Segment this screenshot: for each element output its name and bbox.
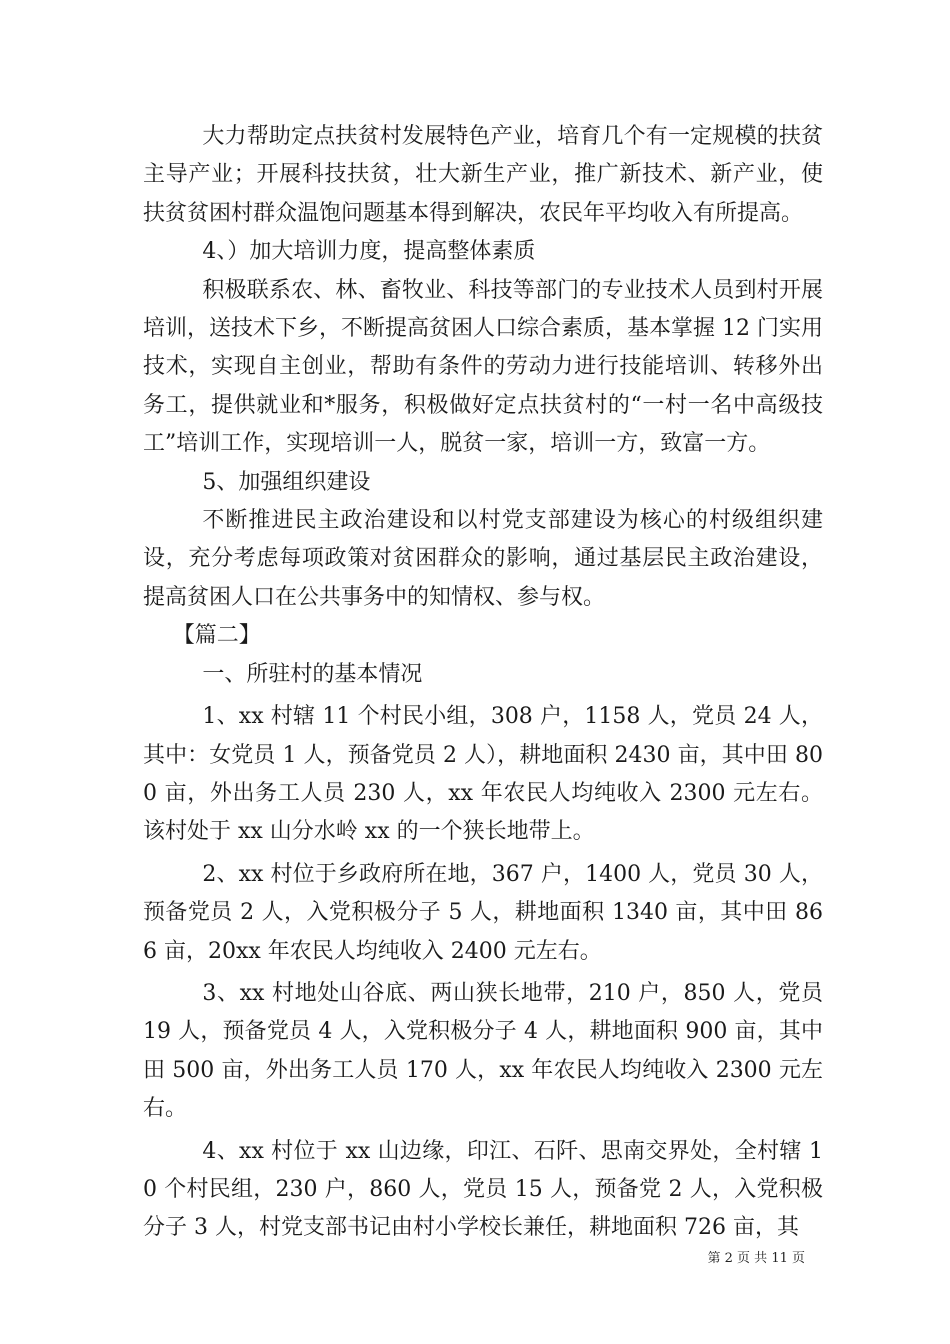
section-heading-part-two: 【篇二】 (172, 623, 261, 649)
section-subheading-basic-info: 一、所驻村的基本情况 (202, 661, 423, 687)
paragraph-1: 大力帮助定点扶贫村发展特色产业，培育几个有一定规模的扶贫主导产业；开展科技扶贫，壮大新生产业，推广新技术、新产业，使扶贫贫困村群众温饱问题基本得到解决，农民年平均收入有所提高。 (143, 124, 823, 226)
paragraph-village-4: 4、xx 村位于 xx 山边缘，印江、石阡、思南交界处，全村辖 10 个村民组，230 户，860 人，党员 15 人，预备党 2 人，入党积极分子 3 人，村党支部书记由村小学校长兼任，耕地面积 726 亩，其 (143, 1138, 823, 1241)
document-body (143, 118, 823, 1248)
paragraph-4-heading: 5、加强组织建设 (202, 469, 371, 495)
paragraph-village-1: 1、xx 村辖 11 个村民小组，308 户，1158 人，党员 24 人，其中：女党员 1 人，预备党员 2 人），耕地面积 2430 亩，其中田 800 亩，外出务工人员 230 人，xx 年农民人均纯收入 2300 元左右。该村处于 xx 山分水岭 xx 的一个狭长地带上。 (143, 704, 823, 845)
paragraph-5: 不断推进民主政治建设和以村党支部建设为核心的村级组织建设，充分考虑每项政策对贫困群众的影响，通过基层民主政治建设，提高贫困人口在公共事务中的知情权、参与权。 (143, 508, 823, 610)
paragraph-village-3: 3、xx 村地处山谷底、两山狭长地带，210 户，850 人，党员 19 人，预备党员 4 人，入党积极分子 4 人，耕地面积 900 亩，其中田 500 亩，外出务工人员 170 人，xx 年农民人均纯收入 2300 元左右。 (143, 980, 823, 1122)
paragraph-2-heading: 4、）加大培训力度，提高整体素质 (202, 239, 536, 265)
paragraph-3: 积极联系农、林、畜牧业、科技等部门的专业技术人员到村开展培训，送技术下乡，不断提高贫困人口综合素质，基本掌握 12 门实用技术，实现自主创业，帮助有条件的劳动力进行技能培训、转移外出务工，提供就业和*服务，积极做好定点扶贫村的“一村一名中高级技工”培训工作，实现培训一人，脱贫一家，培训一方，致富一方。 (143, 277, 823, 457)
paragraph-village-2: 2、xx 村位于乡政府所在地，367 户，1400 人，党员 30 人，预备党员 2 人，入党积极分子 5 人，耕地面积 1340 亩，其中田 866 亩，20xx 年农民人均纯收入 2400 元左右。 (143, 861, 823, 964)
page-number-footer: 第 2 页 共 11 页 (707, 1251, 805, 1266)
